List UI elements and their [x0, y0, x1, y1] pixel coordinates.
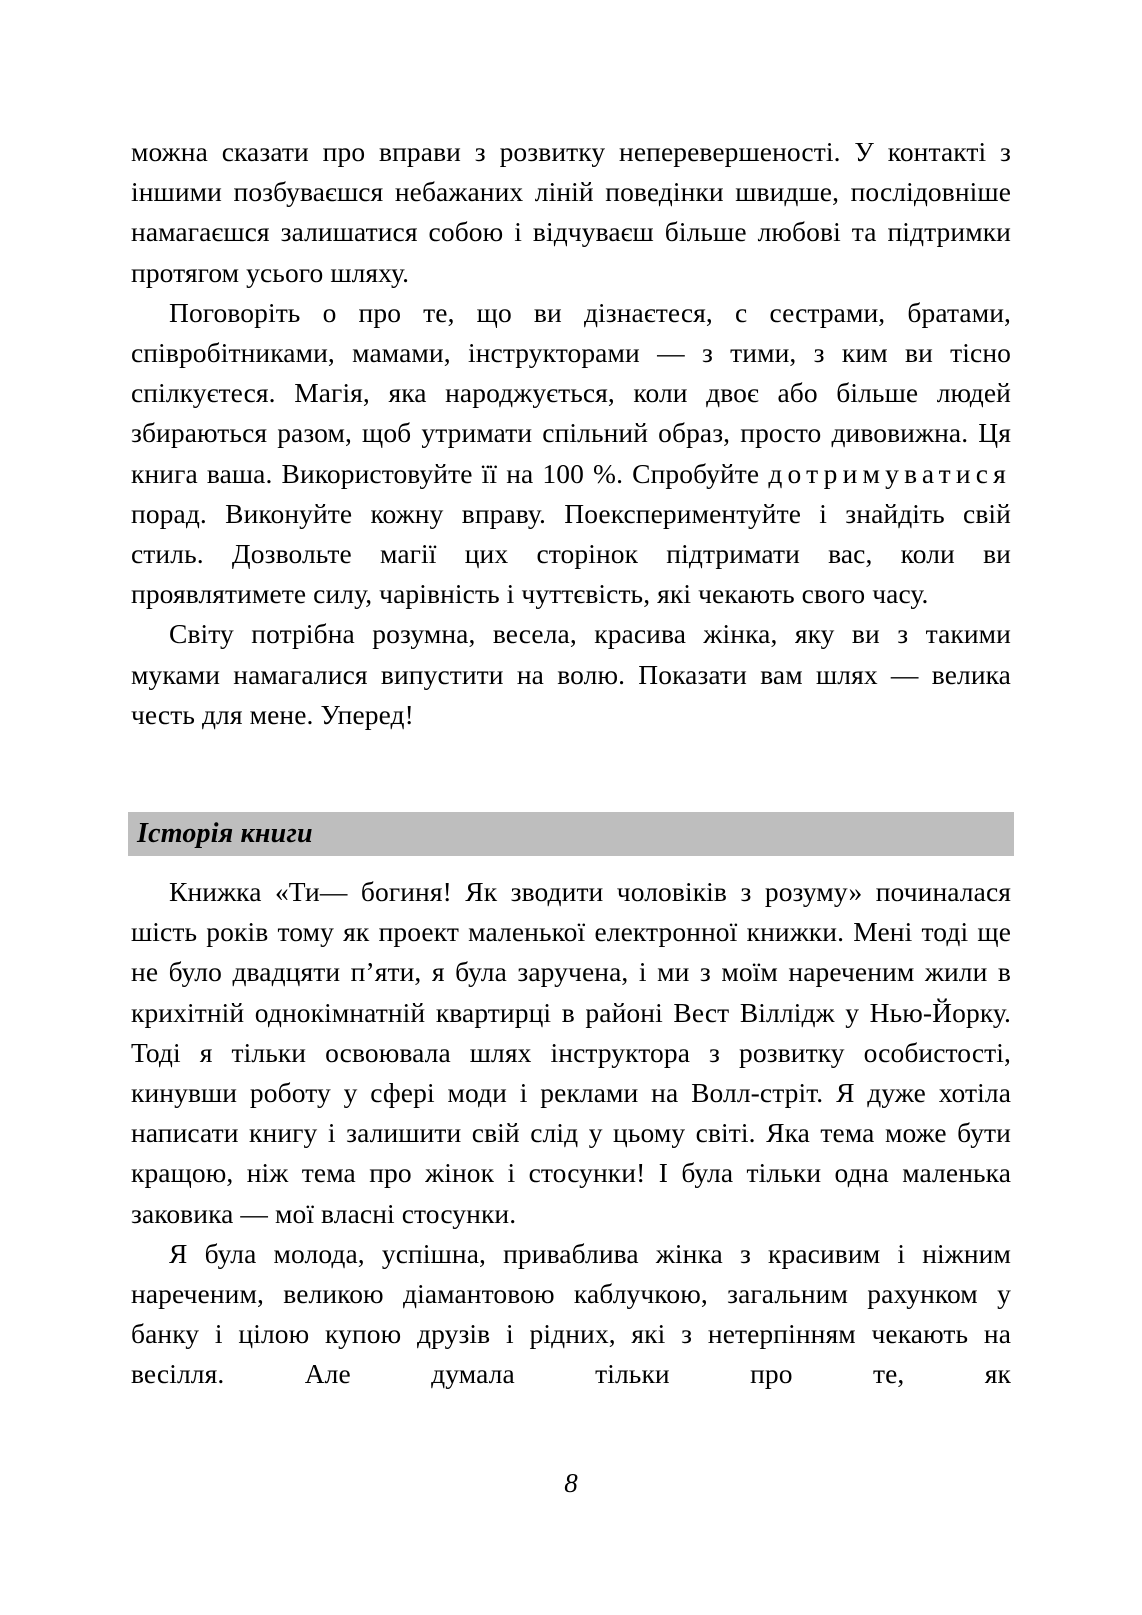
body-text-upper	[131, 132, 1011, 735]
paragraph-1: можна сказати про вправи з розвитку неперевершеності. У контакті з іншими позбуваєшся небажаних ліній поведінки швидше, послідовніше намагаєшся залишатися собою і відчуваєш більше любові та підтримки протягом усього шляху.	[131, 136, 1011, 288]
paragraph-4: Книжка «Ти— богиня! Як зводити чоловіків з розуму» починалася шість років тому як проект маленької електронної книжки. Мені тоді ще не було двадцяти п’яти, я була заручена, і ми з моїм нареченим жили в крихітній однокімнатній квартирці в районі Вест Віллідж у Нью-Йорку. Тоді я тільки освоювала шлях інструктора з розвитку особистості, кинувши роботу у сфері моди і реклами на Волл-стріт. Я дуже хотіла написати книгу і залишити свій слід у цьому світі. Яка тема може бути кращою, ніж тема про жінок і стосунки! І була тільки одна маленька заковика — мої власні стосунки.	[131, 876, 1011, 1229]
section-heading-band	[128, 812, 1014, 856]
paragraph-5: Я була молода, успішна, приваблива жінка з красивим і ніжним нареченим, великою діамантовою каблучкою, загальним рахунком у банку і цілою купою друзів і рідних, які з нетерпінням чекають на весілля. Але думала тільки про те, як	[131, 1237, 1011, 1390]
paragraph-3: Світу потрібна розумна, весела, красива жінка, яку ви з такими муками намагалися випустити на волю. Показати вам шлях — велика честь для мене. Уперед!	[131, 618, 1011, 730]
page-number: 8	[564, 1468, 578, 1498]
paragraph-2-spaced-emphasis: дотримуватися	[768, 457, 1011, 489]
paragraph-2	[131, 293, 1011, 615]
section-heading-title: Історія книги	[137, 818, 313, 849]
paragraph-2-tail: порад. Виконуйте кожну вправу. Поекспериментуйте і знайдіть свій стиль. Дозвольте магії цих сторінок підтримати вас, коли ви проявлятимете силу, чарівність і чуттєвість, які чекають свого часу.	[131, 497, 1011, 610]
paragraph-2-lead: Поговоріть о про те, що ви дізнаєтеся, с сестрами, братами, співробітниками, мамами, інструкторами — з тими, з ким ви тісно спілкуєтеся. Магія, яка народжується, коли двоє або більше людей збираються разом, щоб утримати спільний образ, просто дивовижна. Ця книга ваша. Використовуйте її на 100 %. Спробуйте	[131, 296, 1011, 489]
body-text-lower	[131, 872, 1011, 1435]
